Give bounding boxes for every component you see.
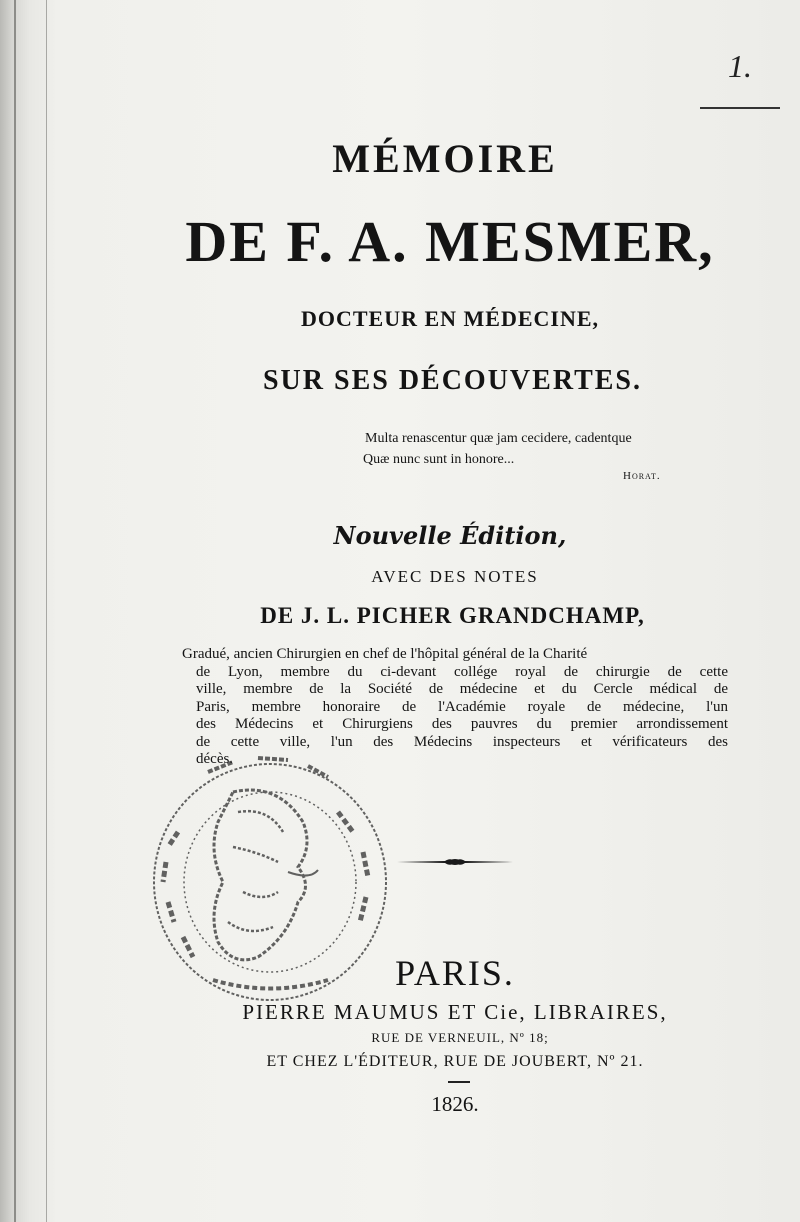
bio-line: ville, membre de la Société de médecine et du Cercle médical de	[196, 681, 728, 697]
annotator-biography	[182, 646, 728, 769]
epigraph-author: Horat.	[623, 470, 661, 482]
title-line-profession: DOCTEUR EN MÉDECINE,	[300, 306, 600, 331]
title-line-memoire: MÉMOIRE	[332, 136, 558, 181]
edition-label: Nouvelle Édition,	[333, 521, 567, 550]
imprint-city: PARIS.	[395, 953, 515, 993]
imprint-year: 1826.	[431, 1092, 479, 1116]
bio-line: décès.	[196, 751, 234, 767]
notes-line-2: DE J. L. PICHER GRANDCHAMP,	[260, 603, 645, 628]
imprint-editor: ET CHEZ L'ÉDITEUR, RUE DE JOUBERT, Nº 21.	[266, 1053, 644, 1070]
title-line-author: DE F. A. MESMER,	[185, 209, 715, 274]
bio-line: de cette ville, l'un des Médecins inspecteurs et vérificateurs des	[196, 733, 728, 750]
bio-line: Paris, membre honoraire de l'Académie royale de médecine, l'un	[196, 698, 728, 715]
ornamental-rule-icon	[395, 855, 515, 869]
imprint-address: RUE DE VERNEUIL, Nº 18;	[371, 1030, 549, 1045]
epigraph-line-2: Quæ nunc sunt in honore...	[363, 452, 515, 467]
imprint-publisher: PIERRE MAUMUS ET Cie, LIBRAIRES,	[242, 1000, 668, 1024]
bio-line: des Médecins et Chirurgiens des pauvres du premier arrondissement	[196, 716, 728, 732]
title-line-subject: SUR SES DÉCOUVERTES.	[262, 365, 642, 396]
folio-number: 1.	[728, 48, 752, 84]
bio-line: Gradué, ancien Chirurgien en chef de l'hôpital général de la Charité	[182, 646, 588, 662]
bio-line: de Lyon, membre du ci-devant collége royal de chirurgie de cette	[196, 663, 728, 680]
folio-rule	[700, 107, 780, 109]
epigraph-line-1: Multa renascentur quæ jam cecidere, cadentque	[365, 431, 632, 446]
notes-line-1: AVEC DES NOTES	[371, 567, 539, 586]
imprint-rule	[448, 1081, 470, 1083]
